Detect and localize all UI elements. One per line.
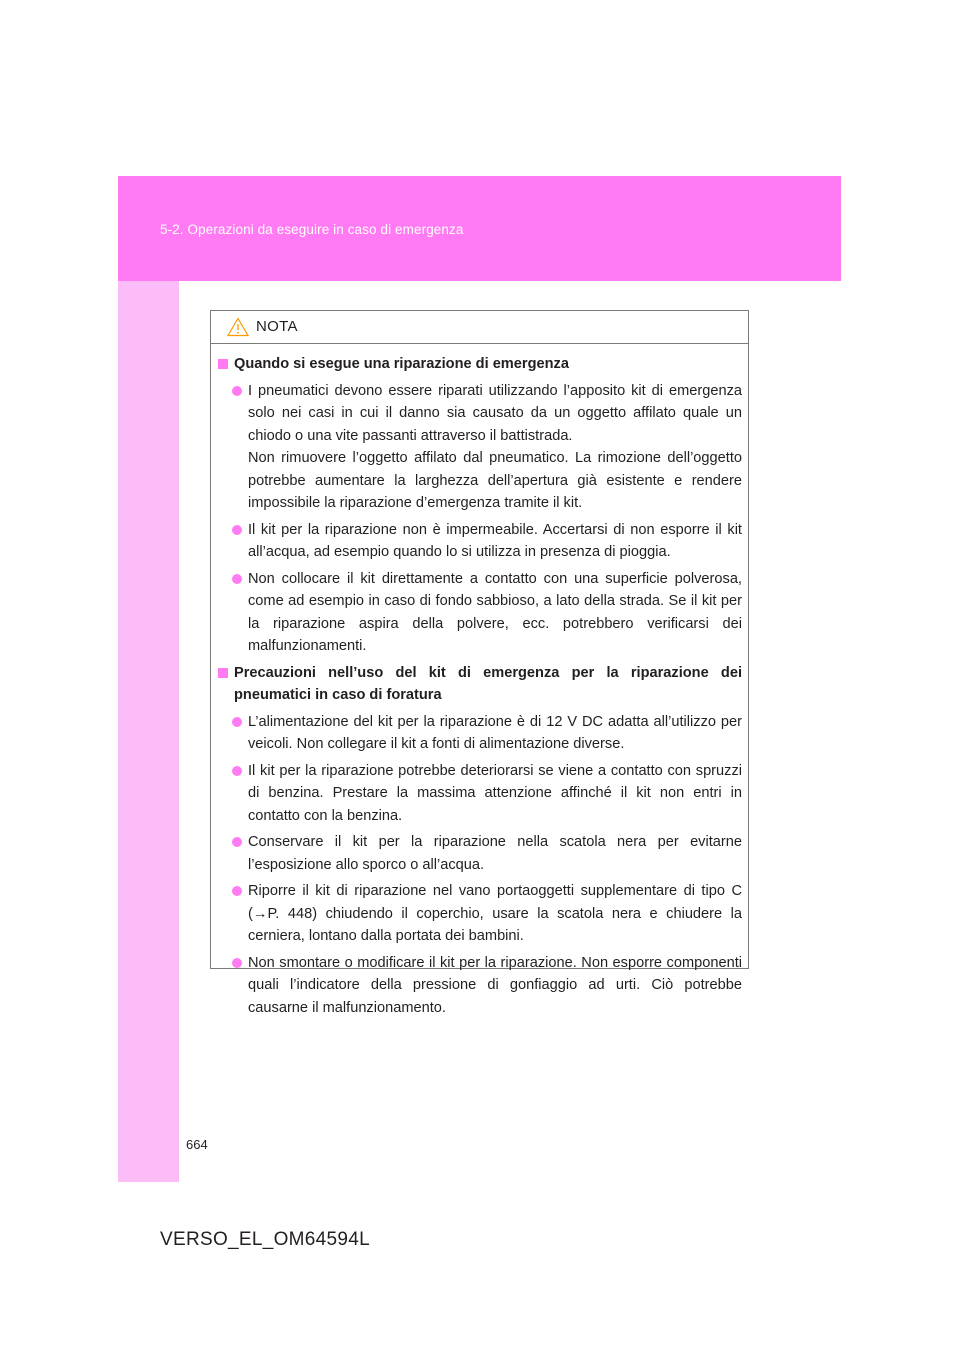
round-bullet-icon xyxy=(232,958,242,968)
round-bullet-icon xyxy=(232,386,242,396)
item-text: Il kit per la riparazione non è impermeabile. Accertarsi di non esporre il kit all’acqua, ad esempio quando lo si utilizza in presenza di pioggia. xyxy=(248,521,742,560)
section-heading xyxy=(217,662,742,707)
round-bullet-icon xyxy=(232,717,242,727)
side-tab-strip xyxy=(118,176,179,1182)
round-bullet-icon xyxy=(232,837,242,847)
item-text: L’alimentazione del kit per la riparazione è di 12 V DC adatta all’utilizzo per veicoli. Non collegare il kit a fonti di alimentazione diverse. xyxy=(248,713,742,752)
item-text: Il kit per la riparazione potrebbe deteriorarsi se viene a contatto con spruzzi di benzina. Prestare la massima attenzione affinché il kit non entri in contatto con la benzina. xyxy=(248,762,742,824)
list-item xyxy=(217,568,742,658)
list-item xyxy=(217,380,742,515)
note-body xyxy=(211,344,748,1019)
item-text: Non collocare il kit direttamente a contatto con una superficie polverosa, come ad esempio in caso di fondo sabbioso, a lato della strada. Se il kit per la riparazione aspira della polvere, ecc. potrebbero verificarsi dei malfunzionamenti. xyxy=(248,570,742,654)
list-item xyxy=(217,880,742,948)
list-item xyxy=(217,831,742,876)
list-item xyxy=(217,760,742,828)
round-bullet-icon xyxy=(232,574,242,584)
note-header xyxy=(211,311,748,344)
section-heading xyxy=(217,353,742,376)
item-text: Conservare il kit per la riparazione nella scatola nera per evitarne l’esposizione allo sporco o all’acqua. xyxy=(248,834,742,873)
round-bullet-icon xyxy=(232,766,242,776)
round-bullet-icon xyxy=(232,525,242,535)
warning-triangle-icon xyxy=(227,317,249,337)
item-text: Riporre il kit di riparazione nel vano portaoggetti supplementare di tipo C (→P. 448) chiudendo il coperchio, usare la scatola nera e chiudere la cerniera, lontano dalla portata dei bambini. xyxy=(248,883,742,944)
document-code: VERSO_EL_OM64594L xyxy=(160,1229,370,1250)
heading-text: Quando si esegue una riparazione di emergenza xyxy=(234,356,569,372)
round-bullet-icon xyxy=(232,886,242,896)
section-title: 5-2. Operazioni da eseguire in caso di emergenza xyxy=(160,222,464,237)
list-item xyxy=(217,711,742,756)
item-text: Non smontare o modificare il kit per la riparazione. Non esporre componenti quali l’indicatore della pressione di gonfiaggio ad urti. Ciò potrebbe causarne il malfunzionamento. xyxy=(248,954,742,1016)
item-text-continued: Non rimuovere l’oggetto affilato dal pneumatico. La rimozione dell’oggetto potrebbe aumentare la larghezza dell’apertura già esistente e rendere impossibile la riparazione d’emergenza tramite il kit. xyxy=(248,450,742,511)
list-item xyxy=(217,952,742,1020)
note-box xyxy=(210,310,749,1016)
page-number: 664 xyxy=(186,1137,208,1152)
item-text: I pneumatici devono essere riparati utilizzando l’apposito kit di emergenza solo nei casi in cui il danno sia causato da un oggetto affilato quale un chiodo o una vite passanti attraverso il battistrada. xyxy=(248,382,742,444)
square-bullet-icon xyxy=(218,668,228,678)
heading-text: Precauzioni nell’uso del kit di emergenza per la riparazione dei pneumatici in caso di foratura xyxy=(234,664,742,703)
list-item xyxy=(217,519,742,564)
square-bullet-icon xyxy=(218,359,228,369)
note-label: NOTA xyxy=(256,318,298,335)
